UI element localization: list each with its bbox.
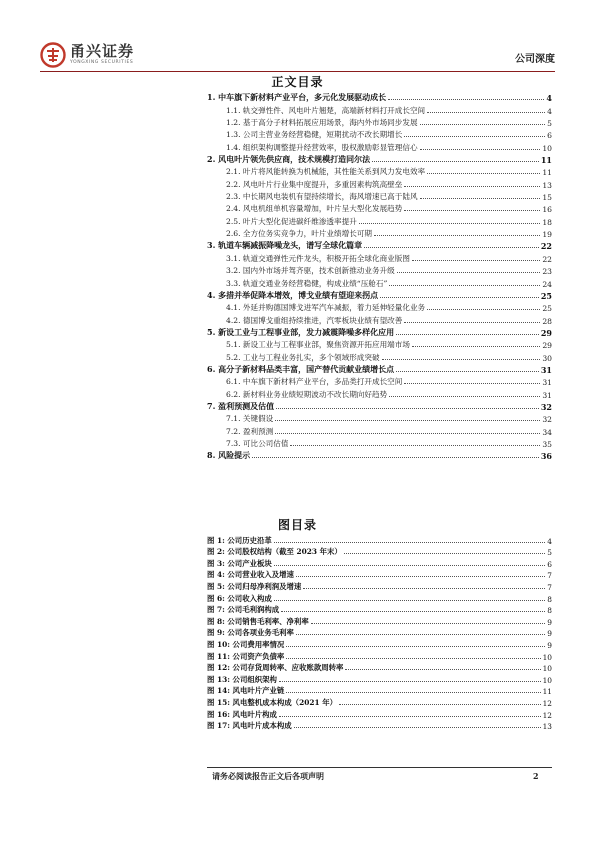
figure-list-entry[interactable] [207,627,552,639]
dot-leader [290,445,540,446]
dot-leader [374,235,540,236]
figure-list-entry[interactable] [207,720,552,732]
toc-section-entry[interactable] [207,202,552,214]
toc-section-entry[interactable] [207,116,552,128]
toc-entry-page: 11 [540,155,552,166]
toc-section-entry[interactable] [207,251,552,263]
dot-leader [397,272,541,273]
toc-entry-label: 4. 多措并举促降本增效，博戈业绩有望迎来拐点 [207,289,379,300]
toc-entry-page: 25 [540,290,552,301]
figure-list-entry[interactable] [207,696,552,708]
toc-entry-page: 22 [542,254,552,264]
toc-entry-label: 5.1. 新设工业与工程事业部，聚焦资源开拓应用端市场 [226,340,410,350]
figure-entry-page: 10 [542,652,552,662]
header-divider [40,71,555,72]
toc-entry-label: 2.2. 风电叶片行业集中度提升，多重因素构筑高壁垒 [226,179,403,189]
dot-leader [389,285,540,286]
dot-leader [294,727,541,728]
figure-list-entry[interactable] [207,569,552,581]
toc-entry-page: 4 [547,106,552,116]
toc-section-entry[interactable] [207,375,552,387]
dot-leader [404,186,540,187]
figure-entry-label: 图 14: 风电叶片产业链 [207,686,285,696]
dot-leader [274,565,546,566]
toc-entry-page: 29 [542,341,552,351]
toc-section-entry[interactable] [207,313,552,325]
dot-leader [279,681,541,682]
dot-leader [364,247,539,248]
dot-leader [359,223,541,224]
toc-entry-label: 2.3. 中长期风电装机有望持续增长，海风增速已高于陆风 [226,192,418,202]
toc-entry-label: 2.5. 叶片大型化促进碳纤维渗透率提升 [226,216,357,226]
figure-list-entry[interactable] [207,557,552,569]
toc-entry-label: 1.2. 基于高分子材料拓展应用场景，海内外市场同步发展 [226,118,418,128]
figure-entry-page: 9 [547,629,552,639]
toc-section-entry[interactable] [207,350,552,362]
dot-leader [303,588,545,589]
dot-leader [372,161,539,162]
dot-leader [420,124,546,125]
dot-leader [286,646,545,647]
toc-chapter-entry[interactable] [207,153,552,165]
figure-list-entry[interactable] [207,650,552,662]
toc-section-entry[interactable] [207,387,552,399]
figure-list-entry[interactable] [207,615,552,627]
figure-list-entry[interactable] [207,708,552,720]
figure-list-entry[interactable] [207,604,552,616]
figure-list-entry[interactable] [207,580,552,592]
figure-entry-page: 9 [547,640,552,650]
figure-entry-label: 图 13: 公司组织架构 [207,674,277,684]
footer-divider [207,767,552,768]
toc-entry-page: 29 [540,327,552,338]
toc-chapter-entry[interactable] [207,363,552,375]
toc-entry-page: 31 [542,378,552,388]
figure-entry-label: 图 5: 公司归母净利润及增速 [207,581,302,591]
figure-entry-label: 图 7: 公司毛利润构成 [207,605,280,615]
toc-entry-label: 5. 新设工业与工程事业部，发力减震降噪多样化应用 [207,326,395,337]
toc-entry-page: 6 [547,131,552,141]
figure-list-entry[interactable] [207,638,552,650]
toc-entry-page: 11 [542,168,552,178]
dot-leader [296,576,545,577]
toc-section-entry[interactable] [207,177,552,189]
toc-entry-label: 7.2. 盈利预测 [226,426,274,436]
toc-entry-page: 32 [540,401,552,412]
dot-leader [252,457,539,458]
toc-entry-label: 4.1. 外延并购德国博戈进军汽车减振，着力延伸轻量化业务 [226,303,426,313]
figure-entry-page: 11 [542,687,552,697]
footer-disclaimer: 请务必阅读报告正文后各项声明 [212,771,324,781]
toc-entry-page: 32 [542,415,552,425]
toc-entry-page: 24 [542,279,552,289]
dot-leader [420,149,541,150]
toc-entry-page: 18 [542,217,552,227]
toc-section-entry[interactable] [207,264,552,276]
dot-leader [275,420,540,421]
toc-entry-page: 28 [542,316,552,326]
page-header [40,38,555,72]
toc-chapter-entry[interactable] [207,239,552,251]
document-type: 公司深度 [515,54,555,65]
toc-section-entry[interactable] [207,214,552,226]
dot-leader [296,634,545,635]
toc-entry-page: 22 [540,241,552,252]
toc-chapter-entry[interactable] [207,289,552,301]
toc-entry-label: 2. 风电叶片领先供应商，技术规模打造同尔法 [207,154,371,165]
figure-entry-page: 7 [547,571,552,581]
toc-entry-page: 19 [542,230,552,240]
dot-leader [404,322,540,323]
figure-entry-page: 10 [542,675,552,685]
toc-entry-label: 7. 盈利预测及估值 [207,400,275,411]
toc-section-entry[interactable] [207,424,552,436]
toc-section-entry[interactable] [207,165,552,177]
brand-logo-icon [40,42,66,68]
dot-leader [412,260,540,261]
dot-leader [344,553,545,554]
toc-entry-page: 4 [546,93,552,104]
figure-entry-label: 图 2: 公司股权结构（截至 2023 年末） [207,547,342,557]
dot-leader [380,297,539,298]
toc-section-entry[interactable] [207,437,552,449]
dot-leader [396,371,539,372]
toc-entry-label: 3.2. 国内外市场并驾齐驱，技术创新推动业务升级 [226,266,395,276]
toc-section-entry[interactable] [207,276,552,288]
toc-entry-page: 23 [542,267,552,277]
figure-entry-page: 12 [542,698,552,708]
figure-entry-label: 图 15: 风电整机成本构成（2021 年） [207,697,337,707]
figure-entry-page: 6 [547,559,552,569]
toc-entry-label: 2.1. 叶片将风能转换为机械能，其性能关系到风力发电效率 [226,167,426,177]
toc-chapter-entry[interactable] [207,400,552,412]
figure-entry-page: 10 [542,664,552,674]
figure-entry-page: 7 [547,582,552,592]
toc-section-entry[interactable] [207,301,552,313]
toc-section-entry[interactable] [207,103,552,115]
figure-entry-label: 图 9: 公司各项业务毛利率 [207,628,294,638]
toc-chapter-entry[interactable] [207,91,552,103]
dot-leader [404,383,540,384]
toc-entry-page: 15 [542,193,552,203]
figure-list-entry[interactable] [207,534,552,546]
dot-leader [404,136,545,137]
toc-entry-label: 6.2. 新材料业务业绩短期波动不改长期向好趋势 [226,389,388,399]
toc-chapter-entry[interactable] [207,326,552,338]
dot-leader [339,704,541,705]
dot-leader [389,396,540,397]
toc-entry-label: 3. 轨道车辆减振降噪龙头，谱写全球化篇章 [207,240,363,251]
toc-section-entry[interactable] [207,140,552,152]
toc-entry-label: 6.1. 中车旗下新材料产业平台，多品类打开成长空间 [226,377,403,387]
dot-leader [412,346,540,347]
dot-leader [281,611,545,612]
figure-entry-label: 图 12: 公司存货周转率、应收账款周转率 [207,663,344,673]
dot-leader [396,334,539,335]
table-of-contents [207,91,552,461]
figure-entry-label: 图 11: 公司资产负债率 [207,651,285,661]
figure-entry-page: 8 [547,594,552,604]
toc-entry-page: 13 [542,180,552,190]
toc-entry-label: 7.1. 关键假设 [226,414,274,424]
figure-list-entry[interactable] [207,685,552,697]
toc-entry-label: 8. 风险提示 [207,450,251,461]
toc-entry-label: 3.3. 轨道交通业务经营稳健，构成业绩“压舱石” [226,278,388,288]
brand-name-english: YONGXING SECURITIES [70,60,134,66]
figure-entry-page: 5 [547,548,552,558]
toc-entry-label: 1.4. 组织架构调整提升经营效率，股权激励彰显管理信心 [226,142,418,152]
toc-chapter-entry[interactable] [207,449,552,461]
brand-logo [40,42,134,68]
toc-section-entry[interactable] [207,128,552,140]
toc-entry-label: 6. 高分子新材料品类丰富，国产替代贡献业绩增长点 [207,363,395,374]
dot-leader [286,692,540,693]
toc-entry-label: 1.3. 公司主营业务经营稳健，短期扰动不改长期增长 [226,130,403,140]
dot-leader [427,112,545,113]
figure-list [207,534,552,731]
figure-entry-page: 13 [542,722,552,732]
figure-entry-label: 图 10: 公司费用率情况 [207,639,285,649]
dot-leader [404,210,540,211]
toc-entry-page: 10 [542,143,552,153]
figure-entry-label: 图 3: 公司产业板块 [207,558,272,568]
figure-entry-label: 图 4: 公司营业收入及增速 [207,570,294,580]
toc-entry-page: 16 [542,205,552,215]
dot-leader [427,173,540,174]
figure-entry-label: 图 17: 风电叶片成本构成 [207,721,292,731]
figure-entry-label: 图 16: 风电叶片构成 [207,709,277,719]
toc-title: 正文目录 [271,75,324,89]
brand-name: 甬兴证券 [70,42,135,61]
dot-leader [311,623,546,624]
toc-entry-page: 31 [540,364,552,375]
dot-leader [276,408,539,409]
figure-list-entry[interactable] [207,592,552,604]
toc-entry-label: 7.3. 可比公司估值 [226,438,289,448]
figure-entry-label: 图 1: 公司历史沿革 [207,535,272,545]
toc-section-entry[interactable] [207,227,552,239]
toc-entry-label: 5.2. 工业与工程业务扎实，多个领域形成突破 [226,352,380,362]
toc-entry-page: 25 [542,304,552,314]
toc-entry-label: 3.1. 轨道交通弹性元件龙头，积极开拓全球化商业版图 [226,253,410,263]
toc-entry-label: 2.4. 风电机组单机容量增加，叶片呈大型化发展趋势 [226,204,403,214]
toc-entry-page: 5 [547,119,552,129]
figure-entry-label: 图 8: 公司销售毛利率、净利率 [207,616,309,626]
dot-leader [345,669,540,670]
dot-leader [427,309,540,310]
dot-leader [274,542,546,543]
toc-entry-page: 34 [542,427,552,437]
toc-section-entry[interactable] [207,338,552,350]
figure-entry-label: 图 6: 公司收入构成 [207,593,272,603]
figure-entry-page: 8 [547,606,552,616]
figure-list-title: 图目录 [277,518,317,532]
toc-entry-label: 1. 中车旗下新材料产业平台，多元化发展驱动成长 [207,92,387,103]
toc-entry-page: 31 [542,390,552,400]
toc-section-entry[interactable] [207,412,552,424]
figure-entry-page: 4 [547,536,552,546]
dot-leader [286,658,540,659]
toc-section-entry[interactable] [207,190,552,202]
toc-entry-page: 30 [542,353,552,363]
page-number: 2 [533,771,539,781]
figure-entry-page: 12 [542,710,552,720]
dot-leader [279,716,541,717]
dot-leader [275,433,540,434]
dot-leader [382,359,541,360]
figure-list-entry[interactable] [207,546,552,558]
figure-entry-page: 9 [547,617,552,627]
toc-entry-page: 36 [540,451,552,462]
figure-list-entry[interactable] [207,662,552,674]
dot-leader [274,600,546,601]
toc-entry-page: 35 [542,439,552,449]
dot-leader [420,198,541,199]
figure-list-entry[interactable] [207,673,552,685]
toc-entry-label: 2.6. 全方位务实竞争力，叶片业绩增长可期 [226,229,372,239]
dot-leader [388,99,544,100]
toc-entry-label: 1.1. 轨交弹性件、风电叶片翘楚，高端新材料打开成长空间 [226,105,426,115]
toc-entry-label: 4.2. 德国博戈重组持续推进，汽零板块业绩有望改善 [226,315,403,325]
